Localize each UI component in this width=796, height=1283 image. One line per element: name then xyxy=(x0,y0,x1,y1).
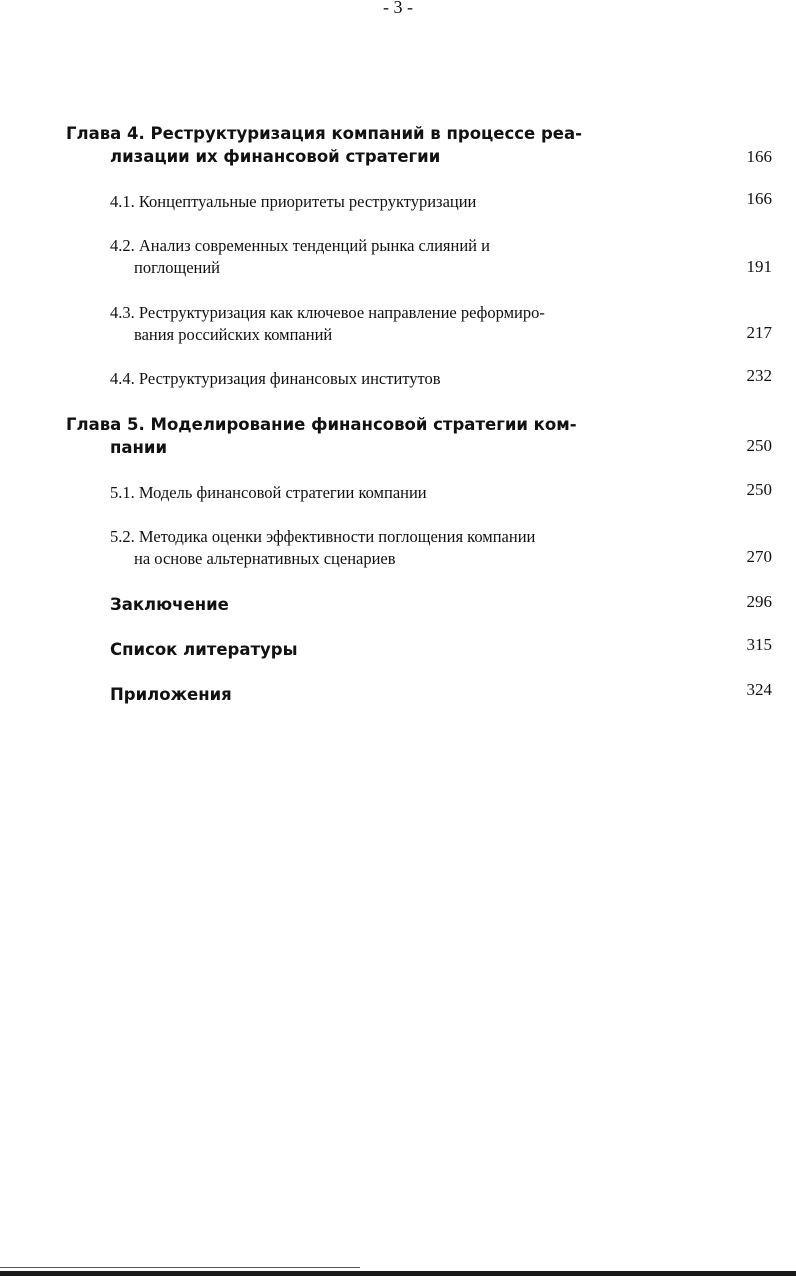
toc-section-5-2-line2: на основе альтернативных сценариев xyxy=(134,549,396,568)
toc-chapter-4-line1: Глава 4. Реструктуризация компаний в процессе реа- xyxy=(66,124,582,143)
toc-references-title: Список литературы xyxy=(110,640,298,659)
toc-section-4-4-line1: 4.4. Реструктуризация финансовых институтов xyxy=(110,369,441,388)
toc-section-5-1-title xyxy=(110,482,626,504)
toc-section-4-4-page: 232 xyxy=(746,366,772,385)
toc-chapter-5-page: 250 xyxy=(746,436,772,455)
toc-chapter-4-page: 166 xyxy=(746,147,772,166)
toc-appendices-title: Приложения xyxy=(110,685,232,704)
scan-edge-thin-line xyxy=(0,1267,360,1268)
toc-section-4-3-page: 217 xyxy=(746,323,772,342)
toc-section-4-2-line2: поглощений xyxy=(134,258,221,277)
toc-section-4-1-page: 166 xyxy=(746,189,772,208)
toc-section-4-3-title xyxy=(110,302,626,346)
page-number: - 3 - xyxy=(383,0,413,17)
toc-conclusion-page: 296 xyxy=(746,592,772,611)
toc-section-5-2-title xyxy=(110,526,626,570)
toc-references-page: 315 xyxy=(746,635,772,654)
toc-section-4-3-line1: 4.3. Реструктуризация как ключевое направление реформиро- xyxy=(110,303,545,322)
toc-conclusion-title: Заключение xyxy=(110,595,229,614)
toc-section-4-2-title xyxy=(110,235,626,279)
toc-chapter-5-line1: Глава 5. Моделирование финансовой стратегии ком- xyxy=(66,415,577,434)
toc-chapter-4-title xyxy=(66,122,626,168)
toc-section-4-4-title xyxy=(110,368,626,390)
toc-chapter-4-line2: лизации их финансовой стратегии xyxy=(110,147,441,166)
toc-section-4-1-title xyxy=(110,191,626,213)
toc-section-5-2-line1: 5.2. Методика оценки эффективности поглощения компании xyxy=(110,527,536,546)
scan-edge-bottom-bar xyxy=(0,1271,796,1276)
toc-appendices-page: 324 xyxy=(746,680,772,699)
toc-section-5-1-line1: 5.1. Модель финансовой стратегии компании xyxy=(110,483,427,502)
toc-section-5-1-page: 250 xyxy=(746,480,772,499)
toc-section-4-2-line1: 4.2. Анализ современных тенденций рынка слияний и xyxy=(110,236,490,255)
toc-section-4-2-page: 191 xyxy=(746,257,772,276)
toc-chapter-5-line2: пании xyxy=(110,438,168,457)
toc-section-4-3-line2: вания российских компаний xyxy=(134,325,333,344)
toc-section-4-1-line1: 4.1. Концептуальные приоритеты реструктуризации xyxy=(110,192,477,211)
toc-chapter-5-title xyxy=(66,413,626,459)
toc-section-5-2-page: 270 xyxy=(746,547,772,566)
